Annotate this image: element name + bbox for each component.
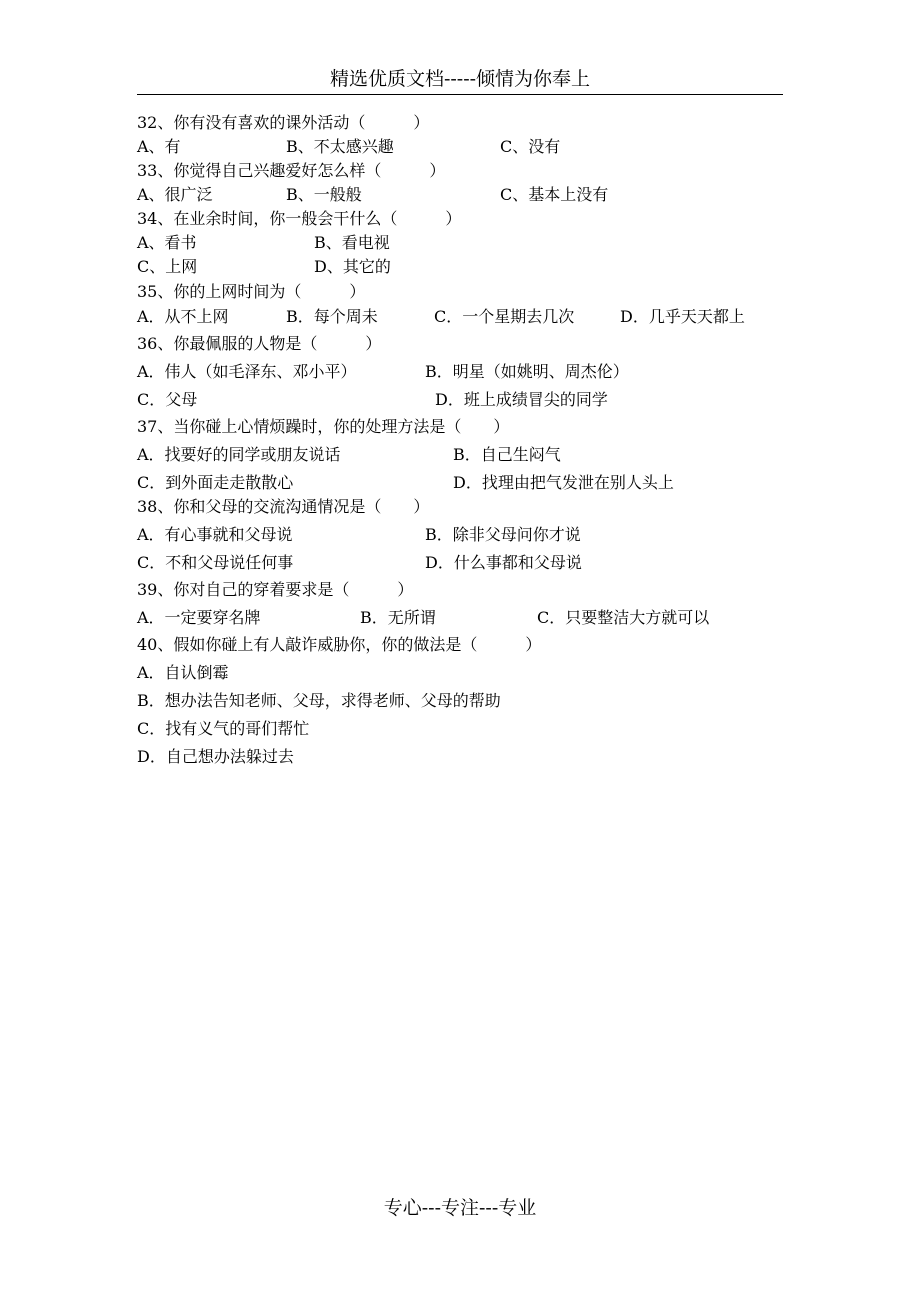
- question-38-stem: 38、你和父母的交流沟通情况是（ ）: [137, 497, 430, 516]
- option-37-a: A．找要好的同学或朋友说话: [137, 445, 341, 464]
- question-38-options-row-2: [137, 552, 837, 574]
- option-40-b: B．想办法告知老师、父母，求得老师、父母的帮助: [137, 691, 501, 710]
- page-footer: 专心---专注---专业: [383, 1197, 537, 1219]
- option-33-b: B、一般般: [286, 185, 362, 204]
- option-40-c: C．找有义气的哥们帮忙: [137, 719, 310, 738]
- option-35-a: A．从不上网: [137, 307, 229, 326]
- option-34-a: A、看书: [137, 233, 197, 252]
- option-38-a: A．有心事就和父母说: [137, 525, 293, 544]
- question-37-options-row-2: [137, 472, 837, 494]
- question-35-stem: 35、你的上网时间为（ ）: [137, 282, 366, 301]
- question-37-stem: 37、当你碰上心情烦躁时，你的处理方法是（ ）: [137, 417, 510, 436]
- option-33-c: C、基本上没有: [500, 185, 609, 204]
- question-39-options: [137, 607, 837, 629]
- option-37-d: D．找理由把气发泄在别人头上: [453, 473, 674, 492]
- option-40-d: D．自己想办法躲过去: [137, 747, 294, 766]
- question-32-stem: 32、你有没有喜欢的课外活动（ ）: [137, 113, 430, 132]
- option-36-a: A．伟人（如毛泽东、邓小平）: [137, 362, 357, 381]
- option-40-a: A．自认倒霉: [137, 663, 229, 682]
- option-32-a: A、有: [137, 137, 181, 156]
- option-36-c: C．父母: [137, 390, 198, 409]
- question-40-stem: 40、假如你碰上有人敲诈威胁你，你的做法是（ ）: [137, 635, 542, 654]
- question-36-stem: 36、你最佩服的人物是（ ）: [137, 334, 382, 353]
- question-32-options: [137, 136, 837, 158]
- option-39-b: B．无所谓: [360, 608, 436, 627]
- option-37-b: B．自己生闷气: [453, 445, 561, 464]
- option-37-c: C．到外面走走散散心: [137, 473, 294, 492]
- option-34-c: C、上网: [137, 257, 198, 276]
- option-33-a: A、很广泛: [137, 185, 213, 204]
- question-34-options-row-2: [137, 256, 837, 278]
- option-32-b: B、不太感兴趣: [286, 137, 394, 156]
- question-33-stem: 33、你觉得自己兴趣爱好怎么样（ ）: [137, 161, 446, 180]
- question-34-options-row-1: [137, 232, 837, 254]
- question-33-options: [137, 184, 837, 206]
- option-38-b: B．除非父母问你才说: [425, 525, 581, 544]
- option-34-b: B、看电视: [314, 233, 390, 252]
- option-38-d: D．什么事都和父母说: [425, 553, 582, 572]
- question-37-options-row-1: [137, 444, 837, 466]
- option-32-c: C、没有: [500, 137, 561, 156]
- page-header: 精选优质文档-----倾情为你奉上: [137, 64, 783, 95]
- question-35-options: [137, 306, 837, 328]
- option-35-d: D．几乎天天都上: [620, 307, 745, 326]
- option-39-c: C．只要整洁大方就可以: [537, 608, 710, 627]
- option-39-a: A．一定要穿名牌: [137, 608, 261, 627]
- option-38-c: C．不和父母说任何事: [137, 553, 294, 572]
- option-34-d: D、其它的: [314, 257, 391, 276]
- option-35-b: B．每个周未: [286, 307, 378, 326]
- option-36-d: D．班上成绩冒尖的同学: [435, 390, 608, 409]
- option-36-b: B．明星（如姚明、周杰伦）: [425, 362, 629, 381]
- option-35-c: C．一个星期去几次: [434, 307, 575, 326]
- question-34-stem: 34、在业余时间，你一般会干什么（ ）: [137, 209, 462, 228]
- question-36-options-row-1: [137, 361, 837, 383]
- question-36-options-row-2: [137, 389, 837, 411]
- question-39-stem: 39、你对自己的穿着要求是（ ）: [137, 580, 414, 599]
- question-38-options-row-1: [137, 524, 837, 546]
